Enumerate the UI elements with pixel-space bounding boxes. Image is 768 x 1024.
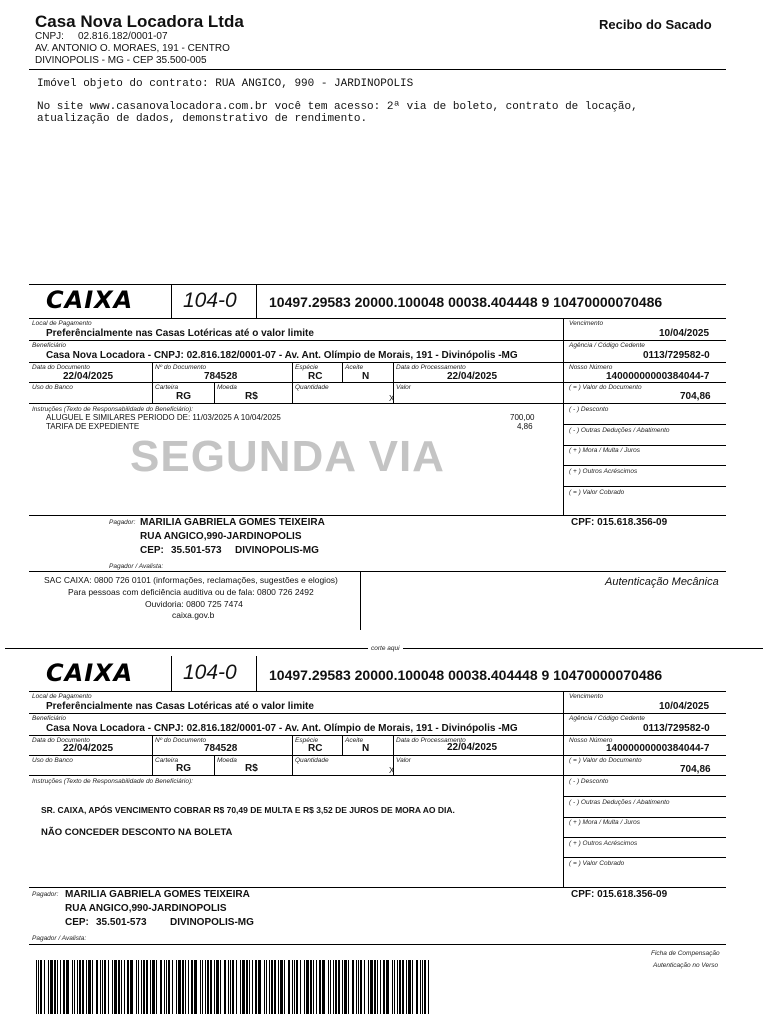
- pagador-address: RUA ANGICO,990-JARDINOPOLIS: [140, 531, 302, 542]
- barcode-bar: [63, 960, 65, 1014]
- sac-line-4: caixa.gov.b: [172, 610, 215, 620]
- barcode-bar: [102, 960, 103, 1014]
- row-divider: [29, 382, 726, 383]
- ficha-compensacao: Ficha de Compensação: [651, 950, 720, 957]
- barcode-bar: [40, 960, 42, 1014]
- row-divider: [29, 775, 726, 776]
- label-quantidade: Quantidade: [295, 757, 329, 764]
- label-uso-banco: Uso do Banco: [32, 757, 73, 764]
- barcode-bar: [224, 960, 226, 1014]
- barcode-bar: [66, 960, 69, 1014]
- agencia-value: 0113/729582-0: [643, 350, 710, 361]
- label-data-documento: Data do Documento: [32, 737, 90, 744]
- label-valor-cobrado: ( = ) Valor Cobrado: [569, 860, 625, 867]
- company-address-2: DIVINOPOLIS - MG - CEP 35.500-005: [35, 55, 207, 66]
- barcode-bar: [360, 960, 362, 1014]
- divider: [214, 755, 215, 775]
- company-cnpj-label: CNPJ:: [35, 31, 64, 42]
- barcode-bar: [121, 960, 122, 1014]
- barcode-bar: [356, 960, 357, 1014]
- barcode-bar: [344, 960, 347, 1014]
- bank-code: 104-0: [183, 661, 237, 684]
- divider: [342, 735, 343, 755]
- label-local-pagamento: Local de Pagamento: [32, 320, 92, 327]
- beneficiario-value: Casa Nova Locadora - CNPJ: 02.816.182/0001-07 - Av. Ant. Olímpio de Morais, 191 - Divinópolis -MG: [46, 723, 518, 734]
- divider: [342, 362, 343, 382]
- sac-divider: [360, 571, 361, 630]
- label-numero-documento: Nº do Documento: [155, 364, 207, 371]
- beneficiario-value: Casa Nova Locadora - CNPJ: 02.816.182/0001-07 - Av. Ant. Olímpio de Morais, 191 - Divinópolis -MG: [46, 350, 518, 361]
- label-pagador: Pagador:: [32, 891, 59, 898]
- label-especie: Espécie: [295, 364, 319, 371]
- barcode-bar: [232, 960, 234, 1014]
- row-divider: [29, 318, 726, 319]
- barcode-bar: [152, 960, 155, 1014]
- barcode-bar: [278, 960, 279, 1014]
- barcode-bar: [300, 960, 301, 1014]
- barcode-bar: [136, 960, 137, 1014]
- divider: [256, 285, 257, 318]
- barcode-bar: [185, 960, 186, 1014]
- label-agencia: Agência / Código Cedente: [569, 715, 645, 722]
- barcode-bar: [358, 960, 359, 1014]
- barcode-bar: [296, 960, 298, 1014]
- barcode-bar: [274, 960, 276, 1014]
- row-divider: [563, 445, 726, 446]
- instruction-item-1: ALUGUEL E SIMILARES PERIODO DE: 11/03/2025 A 10/04/2025: [46, 413, 281, 422]
- barcode-bar: [86, 960, 87, 1014]
- pagador-city: DIVINOPOLIS-MG: [235, 545, 319, 556]
- sac-line-2: Para pessoas com deficiência auditiva ou de fala: 0800 726 2492: [68, 587, 314, 597]
- barcode-bar: [269, 960, 270, 1014]
- row-divider: [29, 403, 726, 404]
- row-divider: [563, 486, 726, 487]
- pagador-cep: 35.501-573: [171, 545, 222, 556]
- label-desconto: ( - ) Desconto: [569, 406, 609, 413]
- especie-value: RC: [308, 743, 323, 754]
- label-nosso-numero: Nosso Número: [569, 364, 613, 371]
- barcode-bar: [368, 960, 369, 1014]
- label-aceite: Aceite: [345, 737, 364, 744]
- barcode-bar: [172, 960, 173, 1014]
- numero-documento-value: 784528: [204, 743, 238, 754]
- barcode-bar: [386, 960, 389, 1014]
- instruction-value-1: 700,00: [510, 413, 535, 422]
- barcode-bar: [380, 960, 381, 1014]
- label-moeda: Moeda: [217, 757, 237, 764]
- data-processamento-value: 22/04/2025: [447, 371, 498, 382]
- row-divider: [29, 887, 726, 888]
- barcode-bar: [143, 960, 145, 1014]
- local-pagamento-value: Preferêncialmente nas Casas Lotéricas até o valor limite: [46, 328, 314, 339]
- barcode-bar: [205, 960, 206, 1014]
- valor-documento-value: 704,86: [680, 391, 711, 402]
- label-moeda: Moeda: [217, 384, 237, 391]
- barcode-bar: [399, 960, 401, 1014]
- aceite-value: N: [362, 371, 370, 382]
- agencia-value: 0113/729582-0: [643, 723, 710, 734]
- label-beneficiario: Beneficiário: [32, 342, 66, 349]
- barcode-bar: [322, 960, 325, 1014]
- row-divider: [29, 755, 726, 756]
- label-outros-acrescimos: ( + ) Outros Acréscimos: [569, 468, 638, 475]
- barcode-bar: [310, 960, 312, 1014]
- barcode-bar: [50, 960, 53, 1014]
- data-processamento-value: 22/04/2025: [447, 742, 498, 753]
- barcode-bar: [406, 960, 407, 1014]
- barcode-bar: [255, 960, 257, 1014]
- barcode-bar: [96, 960, 98, 1014]
- valor-x: X: [389, 394, 395, 403]
- especie-value: RC: [308, 371, 323, 382]
- instruction-value-2: 4,86: [517, 422, 533, 431]
- divider: [214, 382, 215, 403]
- divider: [256, 656, 257, 692]
- barcode-bar: [338, 960, 340, 1014]
- row-divider: [563, 817, 726, 818]
- label-valor: Valor: [396, 757, 411, 764]
- barcode-bar: [416, 960, 418, 1014]
- barcode-bar: [333, 960, 334, 1014]
- barcode-bar: [92, 960, 93, 1014]
- row-divider: [563, 465, 726, 466]
- barcode-bar: [412, 960, 413, 1014]
- barcode-bar: [306, 960, 309, 1014]
- barcode-bar: [352, 960, 354, 1014]
- barcode-bar: [240, 960, 241, 1014]
- barcode-bar: [271, 960, 273, 1014]
- pagador-city: DIVINOPOLIS-MG: [170, 917, 254, 928]
- row-divider: [563, 796, 726, 797]
- aceite-value: N: [362, 743, 370, 754]
- label-data-documento: Data do Documento: [32, 364, 90, 371]
- divider: [171, 285, 172, 318]
- barcode-bar: [370, 960, 373, 1014]
- label-outros-acrescimos: ( + ) Outros Acréscimos: [569, 840, 638, 847]
- barcode-bar: [304, 960, 305, 1014]
- label-valor-documento: ( = ) Valor do Documento: [569, 757, 642, 764]
- divider: [171, 656, 172, 692]
- barcode-bar: [79, 960, 81, 1014]
- row-divider: [29, 571, 726, 572]
- site-notice-line-1: No site www.casanovalocadora.com.br você tem acesso: 2ª via de boleto, contrato de locação,: [37, 101, 638, 113]
- barcode-bar: [200, 960, 201, 1014]
- row-divider: [29, 713, 726, 714]
- barcode-bar: [342, 960, 343, 1014]
- valor-x: X: [389, 766, 395, 775]
- barcode-bar: [166, 960, 167, 1014]
- pagador-cep: 35.501-573: [96, 917, 147, 928]
- digitable-line: 10497.29583 20000.100048 00038.404448 9 10470000070486: [269, 294, 663, 310]
- label-vencimento: Vencimento: [569, 693, 604, 700]
- label-instrucoes: Instruções (Texto de Responsabilidade do Beneficiário):: [32, 406, 193, 413]
- barcode-bar: [394, 960, 395, 1014]
- carteira-value: RG: [176, 391, 191, 402]
- barcode-bar: [38, 960, 39, 1014]
- barcode-bar: [284, 960, 285, 1014]
- barcode-bar: [252, 960, 253, 1014]
- company-name: Casa Nova Locadora Ltda: [35, 12, 244, 31]
- barcode-bar: [424, 960, 426, 1014]
- barcode-bar: [408, 960, 411, 1014]
- barcode-bar: [377, 960, 378, 1014]
- label-outras-deducoes: ( - ) Outras Deduções / Abatimento: [569, 427, 670, 434]
- label-vencimento: Vencimento: [569, 320, 604, 327]
- barcode-bar: [168, 960, 170, 1014]
- barcode-bar: [57, 960, 58, 1014]
- barcode-bar: [127, 960, 129, 1014]
- barcode-bar: [216, 960, 219, 1014]
- pagador-address: RUA ANGICO,990-JARDINOPOLIS: [65, 903, 227, 914]
- label-carteira: Carteira: [155, 757, 179, 764]
- label-nosso-numero: Nosso Número: [569, 737, 613, 744]
- barcode-bar: [112, 960, 113, 1014]
- label-numero-documento: Nº do Documento: [155, 737, 207, 744]
- label-valor-cobrado: ( = ) Valor Cobrado: [569, 489, 625, 496]
- row-divider: [563, 837, 726, 838]
- barcode-bar: [114, 960, 117, 1014]
- barcode-bar: [150, 960, 151, 1014]
- barcode-bar: [228, 960, 229, 1014]
- barcode-bar: [335, 960, 337, 1014]
- barcode-bar: [280, 960, 283, 1014]
- barcode-bar: [60, 960, 61, 1014]
- moeda-value: R$: [245, 391, 258, 402]
- barcode-bar: [236, 960, 237, 1014]
- barcode-bar: [74, 960, 75, 1014]
- barcode-bar: [242, 960, 245, 1014]
- barcode-bar: [264, 960, 265, 1014]
- barcode: [36, 960, 432, 1014]
- header-divider: [29, 69, 726, 70]
- barcode-bar: [374, 960, 376, 1014]
- barcode-bar: [138, 960, 139, 1014]
- pagador-name: MARILIA GABRIELA GOMES TEIXEIRA: [65, 889, 250, 900]
- label-valor-documento: ( = ) Valor do Documento: [569, 384, 642, 391]
- label-mora: ( + ) Mora / Multa / Juros: [569, 819, 640, 826]
- sac-line-1: SAC CAIXA: 0800 726 0101 (informações, reclamações, sugestões e elogios): [44, 575, 338, 585]
- barcode-bar: [176, 960, 177, 1014]
- caixa-logo: CAIXA: [46, 286, 134, 314]
- row-divider: [29, 691, 726, 692]
- label-local-pagamento: Local de Pagamento: [32, 693, 92, 700]
- label-valor: Valor: [396, 384, 411, 391]
- barcode-bar: [141, 960, 142, 1014]
- row-divider: [563, 424, 726, 425]
- barcode-bar: [397, 960, 398, 1014]
- barcode-bar: [191, 960, 193, 1014]
- label-aceite: Aceite: [345, 364, 364, 371]
- barcode-bar: [319, 960, 321, 1014]
- vencimento-value: 10/04/2025: [659, 701, 710, 712]
- row-divider: [29, 944, 726, 945]
- row-divider: [29, 515, 726, 516]
- autenticacao-verso: Autenticação no Verso: [653, 962, 719, 969]
- pagador-cpf: CPF: 015.618.356-09: [571, 517, 668, 528]
- label-quantidade: Quantidade: [295, 384, 329, 391]
- barcode-bar: [194, 960, 197, 1014]
- label-agencia: Agência / Código Cedente: [569, 342, 645, 349]
- barcode-bar: [202, 960, 203, 1014]
- row-divider: [29, 735, 726, 736]
- carteira-value: RG: [176, 763, 191, 774]
- barcode-bar: [146, 960, 148, 1014]
- barcode-bar: [392, 960, 393, 1014]
- barcode-bar: [383, 960, 385, 1014]
- barcode-bar: [36, 960, 37, 1014]
- barcode-bar: [402, 960, 404, 1014]
- upper-top-border: [29, 284, 726, 285]
- valor-documento-value: 704,86: [680, 764, 711, 775]
- autenticacao-mecanica: Autenticação Mecânica: [605, 576, 719, 588]
- barcode-bar: [156, 960, 157, 1014]
- lower-instruction-2: NÃO CONCEDER DESCONTO NA BOLETA: [41, 827, 233, 838]
- barcode-bar: [246, 960, 248, 1014]
- barcode-bar: [160, 960, 162, 1014]
- row-divider: [563, 857, 726, 858]
- barcode-bar: [82, 960, 84, 1014]
- label-uso-banco: Uso do Banco: [32, 384, 73, 391]
- pagador-name: MARILIA GABRIELA GOMES TEIXEIRA: [140, 517, 325, 528]
- label-pagador: Pagador:: [109, 519, 136, 526]
- barcode-bar: [258, 960, 261, 1014]
- barcode-bar: [294, 960, 295, 1014]
- label-beneficiario: Beneficiário: [32, 715, 66, 722]
- barcode-bar: [72, 960, 73, 1014]
- barcode-bar: [100, 960, 101, 1014]
- vencimento-value: 10/04/2025: [659, 328, 710, 339]
- label-data-processamento: Data do Processamento: [396, 364, 466, 371]
- pagador-cep-label: CEP:: [140, 545, 164, 556]
- barcode-bar: [88, 960, 91, 1014]
- pagador-cpf: CPF: 015.618.356-09: [571, 889, 668, 900]
- nosso-numero-value: 14000000000384044-7: [606, 743, 710, 754]
- property-notice: Imóvel objeto do contrato: RUA ANGICO, 990 - JARDINOPOLIS: [37, 78, 414, 90]
- barcode-bar: [348, 960, 349, 1014]
- barcode-bar: [364, 960, 365, 1014]
- moeda-value: R$: [245, 763, 258, 774]
- barcode-bar: [118, 960, 120, 1014]
- data-documento-value: 22/04/2025: [63, 371, 114, 382]
- label-carteira: Carteira: [155, 384, 179, 391]
- barcode-bar: [292, 960, 293, 1014]
- barcode-bar: [316, 960, 317, 1014]
- barcode-bar: [288, 960, 290, 1014]
- barcode-bar: [328, 960, 329, 1014]
- data-documento-value: 22/04/2025: [63, 743, 114, 754]
- company-address-1: AV. ANTONIO O. MORAES, 191 - CENTRO: [35, 43, 230, 54]
- barcode-bar: [330, 960, 331, 1014]
- barcode-bar: [108, 960, 109, 1014]
- caixa-logo: CAIXA: [46, 659, 134, 687]
- barcode-bar: [124, 960, 125, 1014]
- barcode-bar: [266, 960, 267, 1014]
- segunda-via-stamp: SEGUNDA VIA: [130, 432, 445, 481]
- barcode-bar: [230, 960, 231, 1014]
- barcode-bar: [249, 960, 250, 1014]
- company-cnpj: 02.816.182/0001-07: [78, 31, 168, 42]
- label-outras-deducoes: ( - ) Outras Deduções / Abatimento: [569, 799, 670, 806]
- barcode-bar: [210, 960, 212, 1014]
- numero-documento-value: 784528: [204, 371, 238, 382]
- sac-line-3: Ouvidoria: 0800 725 7474: [145, 599, 243, 609]
- lower-instruction-1: SR. CAIXA, APÓS VENCIMENTO COBRAR R$ 70,49 DE MULTA E R$ 3,52 DE JUROS DE MORA AO DIA.: [41, 805, 455, 815]
- row-divider: [29, 340, 726, 341]
- digitable-line: 10497.29583 20000.100048 00038.404448 9 10470000070486: [269, 667, 663, 683]
- barcode-bar: [220, 960, 221, 1014]
- row-divider: [29, 362, 726, 363]
- label-avalista: Pagador / Avalista:: [109, 563, 164, 570]
- barcode-bar: [214, 960, 215, 1014]
- label-data-processamento: Data do Processamento: [396, 737, 466, 744]
- barcode-bar: [44, 960, 45, 1014]
- barcode-bar: [207, 960, 209, 1014]
- barcode-bar: [182, 960, 184, 1014]
- site-notice-line-2: atualização de dados, demonstrativo de rendimento.: [37, 113, 368, 125]
- barcode-bar: [104, 960, 106, 1014]
- label-avalista: Pagador / Avalista:: [32, 935, 87, 942]
- barcode-bar: [54, 960, 56, 1014]
- barcode-bar: [164, 960, 165, 1014]
- receipt-title: Recibo do Sacado: [599, 17, 712, 32]
- nosso-numero-value: 14000000000384044-7: [606, 371, 710, 382]
- barcode-bar: [178, 960, 181, 1014]
- label-mora: ( + ) Mora / Multa / Juros: [569, 447, 640, 454]
- barcode-bar: [48, 960, 49, 1014]
- label-desconto: ( - ) Desconto: [569, 778, 609, 785]
- cut-label: corte aqui: [368, 645, 403, 652]
- bank-code: 104-0: [183, 289, 237, 312]
- local-pagamento-value: Preferêncialmente nas Casas Lotéricas até o valor limite: [46, 701, 314, 712]
- pagador-cep-label: CEP:: [65, 917, 89, 928]
- barcode-bar: [313, 960, 314, 1014]
- label-instrucoes: Instruções (Texto de Responsabilidade do Beneficiário):: [32, 778, 193, 785]
- barcode-bar: [422, 960, 423, 1014]
- barcode-bar: [428, 960, 429, 1014]
- barcode-bar: [420, 960, 421, 1014]
- label-especie: Espécie: [295, 737, 319, 744]
- barcode-bar: [77, 960, 78, 1014]
- instruction-item-2: TARIFA DE EXPEDIENTE: [46, 422, 140, 431]
- barcode-bar: [188, 960, 189, 1014]
- barcode-bar: [130, 960, 133, 1014]
